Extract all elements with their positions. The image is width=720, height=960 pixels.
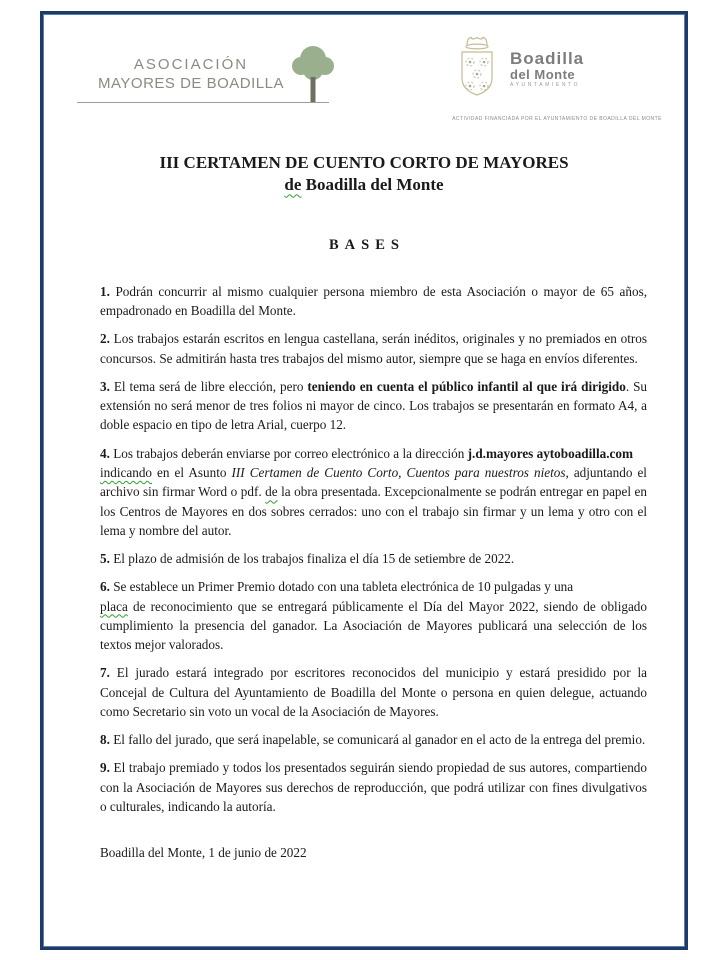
- council-logo: [451, 34, 669, 122]
- paragraph-text: indicando: [100, 465, 153, 480]
- paragraph-text: Podrán concurrir al mismo cualquier persona miembro de esta Asociación o mayor de 65 años, empadronado en Boadilla del Monte.: [100, 283, 647, 319]
- paragraph-text: El trabajo premiado y todos los presentados seguirán siendo propiedad de sus autores, compartiendo con la Asociación de Mayores sus derechos de reproducción, que podrá utilizar con fines divulgativos o culturales, indicando la autoría.: [100, 760, 647, 814]
- title-line1: III CERTAMEN DE CUENTO CORTO DE MAYORES: [159, 153, 569, 172]
- paragraph-2: [100, 329, 647, 368]
- paragraph-number: 6.: [100, 579, 110, 595]
- paragraph-number: 9.: [100, 760, 110, 776]
- paragraph-text: en el Asunto: [152, 465, 232, 480]
- council-name-line3: AYUNTAMIENTO: [510, 82, 581, 89]
- paragraph-text: . Su extensión no será menor de tres folios ni mayor de cinco. Los trabajos se presentarán en formato A4, a doble espacio en tipo de letra Arial, cuerpo 12.: [100, 378, 647, 433]
- paragraph-6: [100, 577, 647, 654]
- paragraph-text: teniendo en cuenta el público infantil al que irá dirigido: [307, 378, 626, 394]
- council-name-line2: del Monte: [510, 66, 576, 82]
- title-line2-rest: Boadilla del Monte: [301, 175, 444, 195]
- paragraph-text: , adjuntando el archivo sin firmar Word o pdf.: [100, 465, 647, 500]
- council-logo-top: [451, 34, 669, 108]
- association-wordmark: [77, 56, 305, 92]
- paragraph-number: 5.: [100, 551, 110, 567]
- paragraph-text: El jurado estará integrado por escritores reconocidos del municipio y estará presidido por la Concejal de Cultura del Ayuntamiento de Boadilla del Monte o persona en quien delegue, actuando como Secretario sin voto un vocal de la Asociación de Mayores.: [100, 665, 647, 719]
- paragraph-text: Los trabajos estarán escritos en lengua castellana, serán inéditos, originales y no premiados en otros concursos. Se admitirán hasta tres trabajos del mismo autor, siempre que se haga en envíos diferentes.: [100, 331, 647, 366]
- paragraph-text: la obra presentada. Excepcionalmente se podrán entregar en papel en los Centros de Mayores en dos sobres cerrados: uno con el trabajo sin firmar y un lema y otro con el lema y nombre del autor.: [100, 484, 647, 538]
- closing-date: Boadilla del Monte, 1 de junio de 2022: [100, 845, 307, 861]
- paragraph-number: 1.: [100, 283, 110, 299]
- paragraph-text: j.d.mayores aytoboadilla.com: [467, 445, 633, 461]
- paragraph-text: Se establece un Primer Premio dotado con una tableta electrónica de 10 pulgadas y una: [113, 579, 574, 595]
- paragraph-text: Los trabajos deberán enviarse por correo electrónico a la dirección: [113, 445, 468, 461]
- association-name-line1: ASOCIACIÓN: [133, 56, 249, 73]
- paragraph-3: [100, 377, 647, 435]
- association-name-line2: MAYORES DE BOADILLA: [98, 75, 284, 92]
- section-heading: BASES: [329, 236, 405, 253]
- header: [43, 14, 685, 136]
- paragraph-number: 2.: [100, 331, 110, 347]
- paragraph-text: de: [265, 484, 278, 500]
- paragraph-8: [100, 730, 647, 749]
- paragraph-text: de reconocimiento que se entregará públicamente el Día del Mayor 2022, siendo de obligado cumplimiento la presencia del ganador. La Asociación de Mayores publicará una selección de los textos mejor valorados.: [100, 598, 647, 653]
- crest-icon: [451, 34, 503, 108]
- council-name-line1: Boadilla: [510, 49, 585, 68]
- paragraph-number: 7.: [100, 665, 110, 681]
- council-wordmark: [510, 50, 584, 89]
- paragraph-text: El fallo del jurado, que será inapelable, se comunicará al ganador en el acto de la entrega del premio.: [113, 732, 646, 748]
- paragraph-text: El plazo de admisión de los trabajos finaliza el día 15 de setiembre de 2022.: [113, 551, 515, 567]
- document-title: [43, 152, 685, 197]
- paragraph-text: El tema será de libre elección, pero: [113, 378, 308, 394]
- tree-icon: [287, 44, 339, 106]
- paragraph-text: III Certamen de Cuento Corto, Cuentos para nuestros nietos: [231, 465, 566, 480]
- title-line2: [43, 174, 685, 196]
- title-line2-word: de: [284, 175, 302, 195]
- paragraph-7: [100, 663, 647, 721]
- association-logo: [77, 56, 335, 92]
- paragraph-number: 3.: [100, 378, 110, 394]
- association-underline: [77, 102, 329, 103]
- paragraph-number: 4.: [100, 445, 110, 461]
- paragraph-5: [100, 549, 647, 568]
- document-body: [43, 254, 685, 816]
- paragraph-9: [100, 758, 647, 816]
- paragraph-1: [100, 282, 647, 321]
- funding-note: ACTIVIDAD FINANCIADA POR EL AYUNTAMIENTO DE BOADILLA DEL MONTE: [452, 116, 662, 122]
- paragraph-text: placa: [100, 598, 128, 614]
- document-page: [40, 11, 688, 950]
- paragraph-4: [100, 444, 647, 540]
- paragraph-number: 8.: [100, 732, 110, 748]
